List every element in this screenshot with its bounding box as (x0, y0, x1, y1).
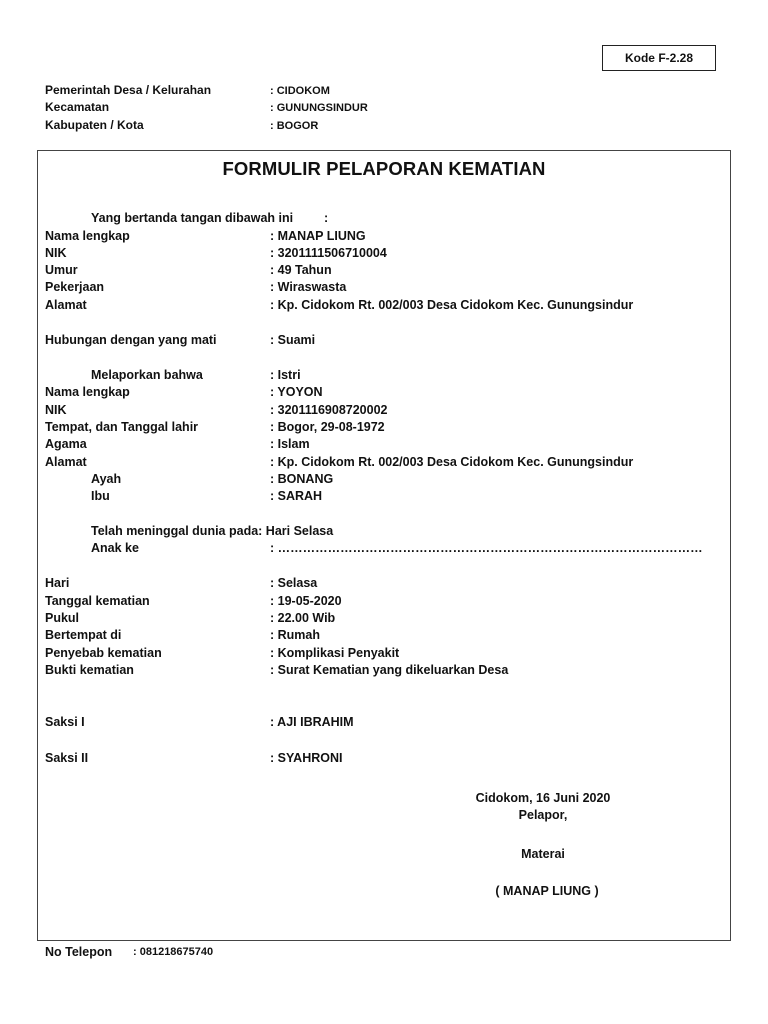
deceased-name-row (45, 386, 695, 402)
field-label: Tanggal kematian (45, 594, 150, 608)
field-value: : 49 Tahun (270, 263, 332, 277)
reporter-name-row (45, 230, 695, 246)
phone-label: No Telepon (45, 945, 113, 959)
field-value: : YOYON (270, 385, 323, 399)
form-title: FORMULIR PELAPORAN KEMATIAN (222, 158, 546, 179)
form-code: Kode F-2.28 (624, 51, 693, 65)
field-label: Umur (45, 263, 78, 277)
intro-colon: : (324, 211, 329, 225)
field-label: Bukti kematian (45, 663, 134, 677)
field-label: Agama (45, 437, 87, 451)
field-value: : Suami (270, 333, 316, 347)
field-label: Bertempat di (45, 628, 122, 642)
field-value: : Bogor, 29-08-1972 (270, 420, 385, 434)
field-value: : BONANG (270, 472, 334, 486)
signature-materai: Materai (521, 847, 565, 861)
field-value: : 19-05-2020 (270, 594, 342, 608)
field-label: Nama lengkap (45, 229, 130, 243)
header-value-desa: : CIDOKOM (270, 85, 330, 97)
field-label: Ayah (91, 472, 122, 486)
field-value: : Surat Kematian yang dikeluarkan Desa (270, 663, 509, 677)
child-order-row (45, 541, 703, 558)
death-time-row (45, 612, 695, 628)
field-label: Nama lengkap (45, 385, 130, 399)
field-value: : 22.00 Wib (270, 611, 336, 625)
header-value-kabupaten: : BOGOR (270, 120, 319, 132)
field-value: : Kp. Cidokom Rt. 002/003 Desa Cidokom Kec. Gunungsindur (270, 455, 634, 469)
deceased-birth-row (45, 421, 695, 437)
field-value-dotted: : ………………………………………………………………………………………… (270, 541, 703, 555)
field-label: Melaporkan bahwa (91, 368, 203, 382)
field-value: : 3201116908720002 (270, 403, 388, 417)
reporter-age-row (45, 264, 695, 280)
intro-text: Yang bertanda tangan dibawah ini (91, 211, 294, 225)
phone-value: : 081218675740 (133, 946, 214, 958)
intro-row (45, 212, 695, 228)
death-date-row (45, 595, 695, 611)
field-value: : Istri (270, 368, 301, 382)
witness-1-row (45, 716, 695, 732)
reporter-nik-row (45, 247, 695, 263)
field-value: : AJI IBRAHIM (270, 715, 354, 729)
reporter-job-row (45, 281, 695, 297)
header-label-desa: Pemerintah Desa / Kelurahan (45, 83, 212, 97)
death-place-row (45, 629, 695, 645)
reports-that-row (45, 369, 695, 385)
field-label: Pekerjaan (45, 280, 105, 294)
field-label: Alamat (45, 298, 87, 312)
form-code-box (602, 45, 716, 71)
deceased-mother-row (45, 490, 695, 506)
header-value-kecamatan: : GUNUNGSINDUR (270, 102, 368, 114)
death-proof-row (45, 664, 695, 680)
field-label: Saksi II (45, 751, 89, 765)
field-value: : Kp. Cidokom Rt. 002/003 Desa Cidokom Kec. Gunungsindur (270, 298, 634, 312)
field-value: : Selasa (270, 576, 318, 590)
field-value: : SARAH (270, 489, 323, 503)
field-label: NIK (45, 403, 67, 417)
field-value: : Komplikasi Penyakit (270, 646, 400, 660)
relation-row (45, 334, 695, 350)
field-label: Alamat (45, 455, 87, 469)
field-label: Tempat, dan Tanggal lahir (45, 420, 199, 434)
field-label: NIK (45, 246, 67, 260)
deceased-address-row (45, 456, 695, 472)
field-label: Penyebab kematian (45, 646, 162, 660)
field-value: : Rumah (270, 628, 320, 642)
deceased-nik-row (45, 404, 695, 420)
field-label: Telah meninggal dunia pada: Hari Selasa (91, 524, 334, 538)
field-value: : Islam (270, 437, 310, 451)
signature-name: ( MANAP LIUNG ) (495, 884, 599, 898)
signature-place-date: Cidokom, 16 Juni 2020 (475, 791, 611, 805)
field-value: : SYAHRONI (270, 751, 343, 765)
field-label: Hubungan dengan yang mati (45, 333, 217, 347)
field-label: Hari (45, 576, 70, 590)
field-label: Anak ke (91, 541, 139, 555)
header-label-kabupaten: Kabupaten / Kota (45, 118, 144, 132)
field-label: Saksi I (45, 715, 85, 729)
field-label: Pukul (45, 611, 80, 625)
death-day-row (45, 577, 695, 593)
reporter-address-row (45, 299, 695, 315)
field-value: : Wiraswasta (270, 280, 347, 294)
witness-2-row (45, 752, 695, 768)
signature-role: Pelapor, (518, 808, 568, 822)
field-value: : MANAP LIUNG (270, 229, 366, 243)
death-cause-row (45, 647, 695, 663)
died-row (45, 525, 695, 541)
deceased-religion-row (45, 438, 695, 454)
field-label: Ibu (91, 489, 110, 503)
deceased-father-row (45, 473, 695, 489)
field-value: : 3201111506710004 (270, 246, 387, 260)
header-label-kecamatan: Kecamatan (45, 100, 110, 114)
